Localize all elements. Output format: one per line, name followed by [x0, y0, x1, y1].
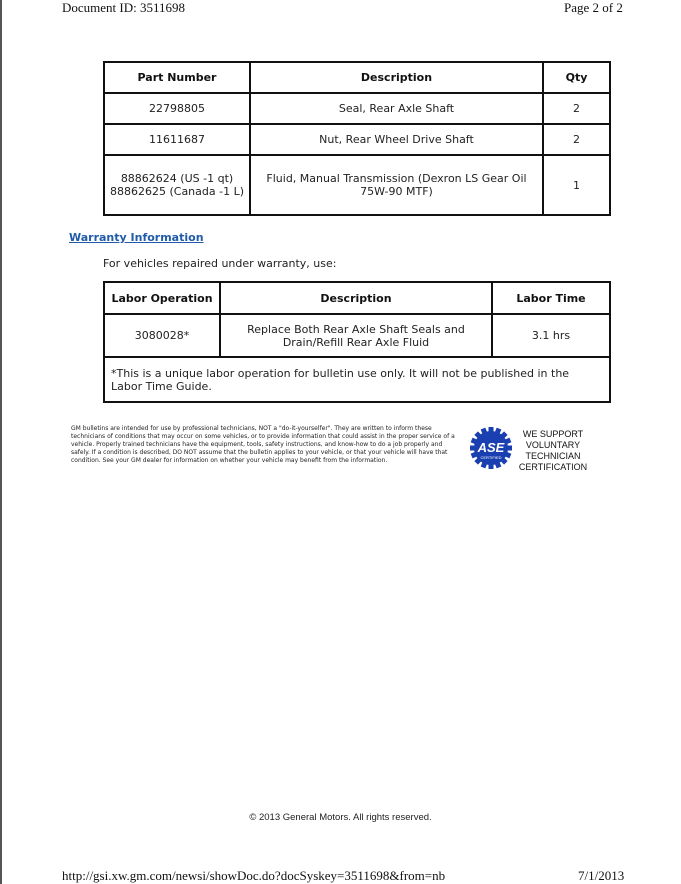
part-number-cell: 88862624 (US -1 qt) 88862625 (Canada -1 L): [104, 155, 250, 215]
print-date: 7/1/2013: [578, 868, 625, 883]
gear-tooth: [489, 463, 494, 469]
gear-tooth: [489, 427, 494, 433]
gm-bulletin-disclaimer: GM bulletins are intended for use by professional technicians, NOT a "do-it-yourselfer". They are written to inform these technicians of conditions that may occur on some vehicles, or to provide information that could assist in the proper service of a vehicle. Properly trained technicians have the equipment, tools, safety instructions, and know-how to do a job properly and safely. If a condition is described, DO NOT assume that the bulletin applies to your vehicle, or that your vehicle will have that condition. See your GM dealer for information on whether your vehicle may benefit from the information.: [71, 425, 455, 464]
ase-line: WE SUPPORT: [522, 429, 584, 439]
description-cell: Fluid, Manual Transmission (Dexron LS Gear Oil 75W-90 MTF): [250, 155, 543, 215]
warranty-information-link[interactable]: Warranty Information: [69, 231, 204, 244]
qty-cell: 2: [543, 93, 610, 124]
labor-table-header: [104, 282, 610, 314]
gear-tooth: [470, 446, 476, 451]
parts-table: [103, 61, 611, 216]
document-id: Document ID: 3511698: [62, 0, 185, 15]
table-row-note: [104, 357, 610, 402]
column-header-qty: Qty: [543, 62, 610, 93]
page-left-border: [0, 0, 2, 884]
labor-operation-cell: 3080028*: [104, 314, 220, 357]
ase-line: CERTIFICATION: [518, 462, 588, 472]
column-header-labor-operation: Labor Operation: [104, 282, 220, 314]
description-cell: Nut, Rear Wheel Drive Shaft: [250, 124, 543, 155]
ase-logo-subtext: CERTIFIED: [480, 455, 502, 460]
column-header-labor-time: Labor Time: [492, 282, 610, 314]
column-header-part-number: Part Number: [104, 62, 250, 93]
ase-logo-text: ASE: [477, 440, 505, 455]
table-row: [104, 314, 610, 357]
description-cell: Seal, Rear Axle Shaft: [250, 93, 543, 124]
column-header-description: Description: [250, 62, 543, 93]
ase-support-text: [514, 429, 592, 473]
labor-time-cell: 3.1 hrs: [492, 314, 610, 357]
part-number-cell: 22798805: [104, 93, 250, 124]
table-row: [104, 155, 610, 215]
parts-table-header: [104, 62, 610, 93]
column-header-description: Description: [220, 282, 492, 314]
page-number: Page 2 of 2: [564, 0, 623, 15]
qty-cell: 2: [543, 124, 610, 155]
ase-line: VOLUNTARY: [525, 440, 581, 450]
qty-cell: 1: [543, 155, 610, 215]
ase-line: TECHNICIAN: [525, 451, 581, 461]
ase-certified-logo-icon: [469, 425, 513, 471]
table-row: [104, 93, 610, 124]
description-cell: Replace Both Rear Axle Shaft Seals and Drain/Refill Rear Axle Fluid: [220, 314, 492, 357]
part-number-cell: 11611687: [104, 124, 250, 155]
gear-tooth: [506, 446, 512, 451]
warranty-intro-text: For vehicles repaired under warranty, use:: [103, 257, 337, 270]
document-url: http://gsi.xw.gm.com/newsi/showDoc.do?docSyskey=3511698&from=nb: [62, 868, 446, 883]
copyright-notice: © 2013 General Motors. All rights reserved.: [249, 812, 432, 823]
table-row: [104, 124, 610, 155]
labor-table: [103, 281, 611, 403]
labor-note-cell: *This is a unique labor operation for bulletin use only. It will not be published in the Labor Time Guide.: [104, 357, 610, 402]
